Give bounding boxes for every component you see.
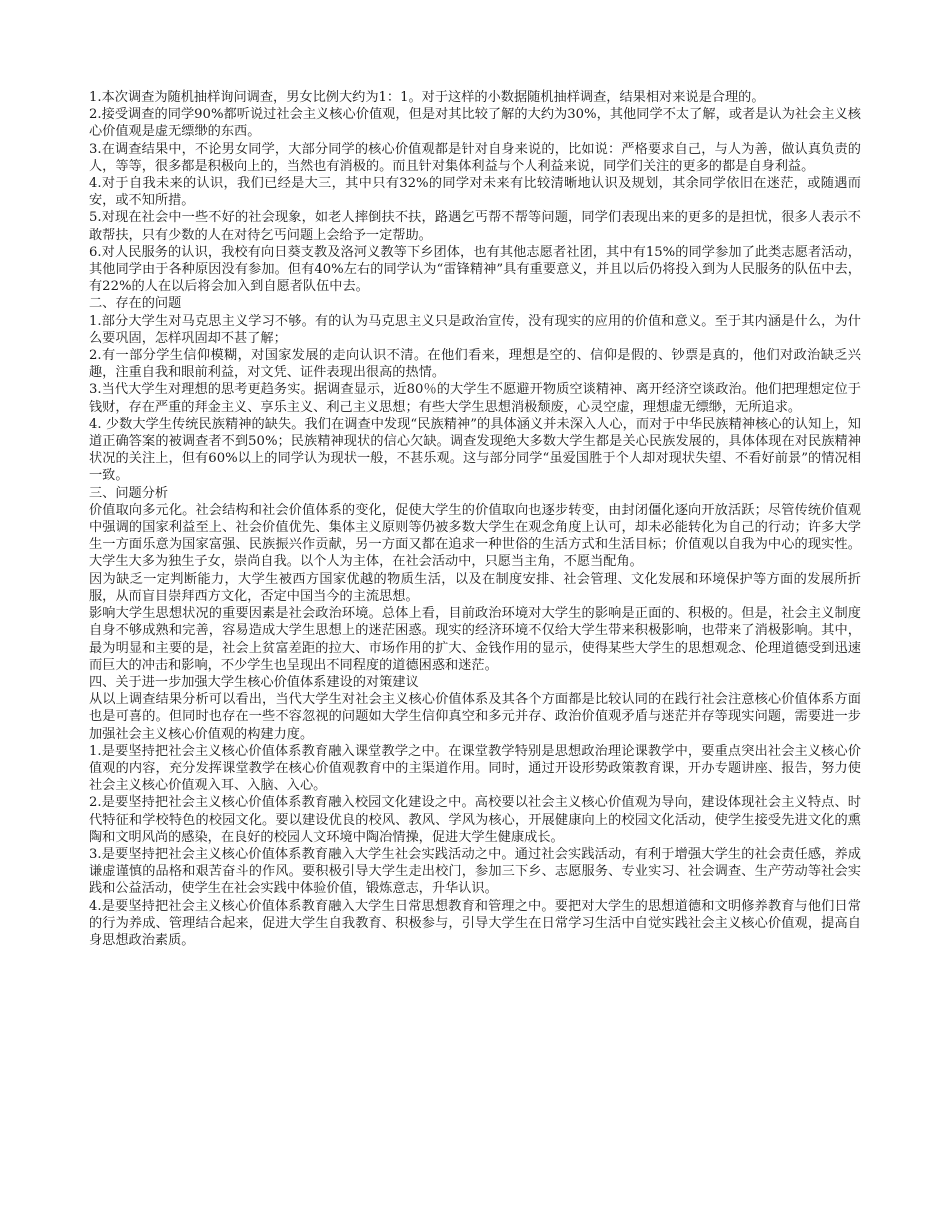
paragraph-suggestion-3: 3.是要坚持把社会主义核心价值体系教育融入大学生社会实践活动之中。通过社会实践活动，有利于增强大学生的社会责任感，养成谦虚谨慎的品格和艰苦奋斗的作风。要积极引导大学生走出校门，参加三下乡、志愿服务、专业实习、社会调查、生产劳动等社会实践和公益活动，使学生在社会实践中体验价值，锻炼意志，升华认识。 xyxy=(89,846,861,897)
paragraph-suggestion-2: 2.是要坚持把社会主义核心价值体系教育融入校园文化建设之中。高校要以社会主义核心价值观为导向，建设体现社会主义特点、时代特征和学校特色的校园文化。要以建设优良的校风、教风、学风为核心，开展健康向上的校园文化活动，使学生接受先进文化的熏陶和文明风尚的感染，在良好的校园人文环境中陶冶情操，促进大学生健康成长。 xyxy=(89,795,861,845)
paragraph-suggestion-1: 1.是要坚持把社会主义核心价值体系教育融入课堂教学之中。在课堂教学特别是思想政治理论课教学中，要重点突出社会主义核心价值观的内容，充分发挥课堂教学在核心价值观教育中的主渠道作用。同时，通过开设形势政策教育课，开办专题讲座、报告，努力使社会主义核心价值观入耳、入脑、入心。 xyxy=(89,743,861,794)
paragraph-suggestion-4: 4.是要坚持把社会主义核心价值体系教育融入大学生日常思想教育和管理之中。要把对大学生的思想道德和文明修养教育与他们日常的行为养成、管理结合起来，促进大学生自我教育、积极参与，引导大学生在日常学习生活中自觉实践社会主义核心价值观，提高自身思想政治素质。 xyxy=(89,898,861,948)
section-heading-suggestions: 四、关于进一步加强大学生核心价值体系建设的对策建议 xyxy=(89,674,419,690)
paragraph-survey-6: 6.对人民服务的认识，我校有向日葵支教及洛河义教等下乡团体，也有其他志愿者社团，其中有15%的同学参加了此类志愿者活动，其他同学由于各种原因没有参加。但有40%左右的同学认为“雷锋精神”具有重要意义，并且以后仍将投入到为人民服务的队伍中去，有22%的人在以后将会加入到自愿者队伍中去。 xyxy=(89,244,861,295)
paragraph-problem-3: 3.当代大学生对理想的思考更趋务实。据调查显示，近80％的大学生不愿避开物质空谈精神、离开经济空谈政治。他们把理想定位于钱财，存在严重的拜金主义、享乐主义、利己主义思想；有些大学生思想消极颓废，心灵空虚，理想虚无缥缈，无所追求。 xyxy=(89,382,861,415)
paragraph-problem-2: 2.有一部分学生信仰模糊，对国家发展的走向认识不清。在他们看来，理想是空的、信仰是假的、钞票是真的，他们对政治缺乏兴趣，注重自我和眼前利益，对文凭、证件表现出很高的热情。 xyxy=(89,348,861,381)
paragraph-analysis-2: 因为缺乏一定判断能力，大学生被西方国家优越的物质生活，以及在制度安排、社会管理、文化发展和环境保护等方面的发展所折服，从而盲目崇拜西方文化，否定中国当今的主流思想。 xyxy=(89,571,861,604)
paragraph-problem-1: 1.部分大学生对马克思主义学习不够。有的认为马克思主义只是政治宣传，没有现实的应用的价值和意义。至于其内涵是什么，为什么要巩固，怎样巩固却不甚了解； xyxy=(89,313,861,346)
paragraph-survey-2: 2.接受调查的同学90%都听说过社会主义核心价值观，但是对其比较了解的大约为30%，其他同学不太了解，或者是认为社会主义核心价值观是虚无缥缈的东西。 xyxy=(89,107,861,140)
document-body xyxy=(89,89,861,949)
paragraph-survey-3: 3.在调查结果中，不论男女同学，大部分同学的核心价值观都是针对自身来说的，比如说：严格要求自己，与人为善，做认真负责的人，等等，很多都是积极向上的，当然也有消极的。而且针对集体利益与个人利益来说，同学们关注的更多的都是自身利益。 xyxy=(89,141,861,174)
paragraph-survey-1: 1.本次调查为随机抽样询问调查，男女比例大约为1：1。对于这样的小数据随机抽样调查，结果相对来说是合理的。 xyxy=(89,90,765,105)
paragraph-analysis-1: 价值取向多元化。社会结构和社会价值体系的变化，促使大学生的价值取向也逐步转变，由封闭僵化逐向开放活跃；尽管传统价值观中强调的国家利益至上、社会价值优先、集体主义原则等仍被多数大学生在观念角度上认可，却未必能转化为自己的行动；许多大学生一方面乐意为国家富强、民族振兴作贡献，另一方面又都在追求一种世俗的生活方式和生活目标；价值观以自我为中心的现实性。大学生大多为独生子女，崇尚自我。以个人为主体，在社会活动中，只愿当主角，不愿当配角。 xyxy=(89,502,861,570)
paragraph-suggestion-intro: 从以上调查结果分析可以看出，当代大学生对社会主义核心价值体系及其各个方面都是比较认同的在践行社会注意核心价值体系方面也是可喜的。但同时也存在一些不容忽视的问题如大学生信仰真空和多元并存、政治价值观矛盾与迷茫并存等现实问题，需要进一步加强社会主义核心价值观的构建力度。 xyxy=(89,692,861,742)
paragraph-problem-4: 4. 少数大学生传统民族精神的缺失。我们在调查中发现“民族精神”的具体涵义并未深入人心，而对于中华民族精神核心的认知上，知道正确答案的被调查者不到50%；民族精神现状的信心欠缺。调查发现绝大多数大学生都是关心民族发展的，具体体现在对民族精神状况的关注上，但有60%以上的同学认为现状一般，不甚乐观。这与部分同学“虽爱国胜于个人却对现状失望、不看好前景”的情况相一致。 xyxy=(89,416,861,484)
paragraph-survey-4: 4.对于自我未来的认识，我们已经是大三，其中只有32%的同学对未来有比较清晰地认识及规划，其余同学依旧在迷茫，或随遇而安，或不知所措。 xyxy=(89,176,861,209)
paragraph-analysis-3: 影响大学生思想状况的重要因素是社会政治环境。总体上看，目前政治环境对大学生的影响是正面的、积极的。但是，社会主义制度自身不够成熟和完善，容易造成大学生思想上的迷茫困惑。现实的经济环境不仅给大学生带来积极影响，也带来了消极影响。其中，最为明显和主要的是，社会上贫富差距的拉大、市场作用的扩大、金钱作用的显示，使得某些大学生的思想观念、伦理道德受到迅速而巨大的冲击和影响，不少学生也呈现出不同程度的道德困惑和迷茫。 xyxy=(89,606,861,673)
paragraph-survey-5: 5.对现在社会中一些不好的社会现象，如老人摔倒扶不扶，路遇乞丐帮不帮等问题，同学们表现出来的更多的是担忧，很多人表示不敢帮扶，只有少数的人在对待乞丐问题上会给予一定帮助。 xyxy=(89,210,861,243)
section-heading-problems: 二、存在的问题 xyxy=(89,296,182,312)
section-heading-analysis: 三、问题分析 xyxy=(89,485,169,501)
